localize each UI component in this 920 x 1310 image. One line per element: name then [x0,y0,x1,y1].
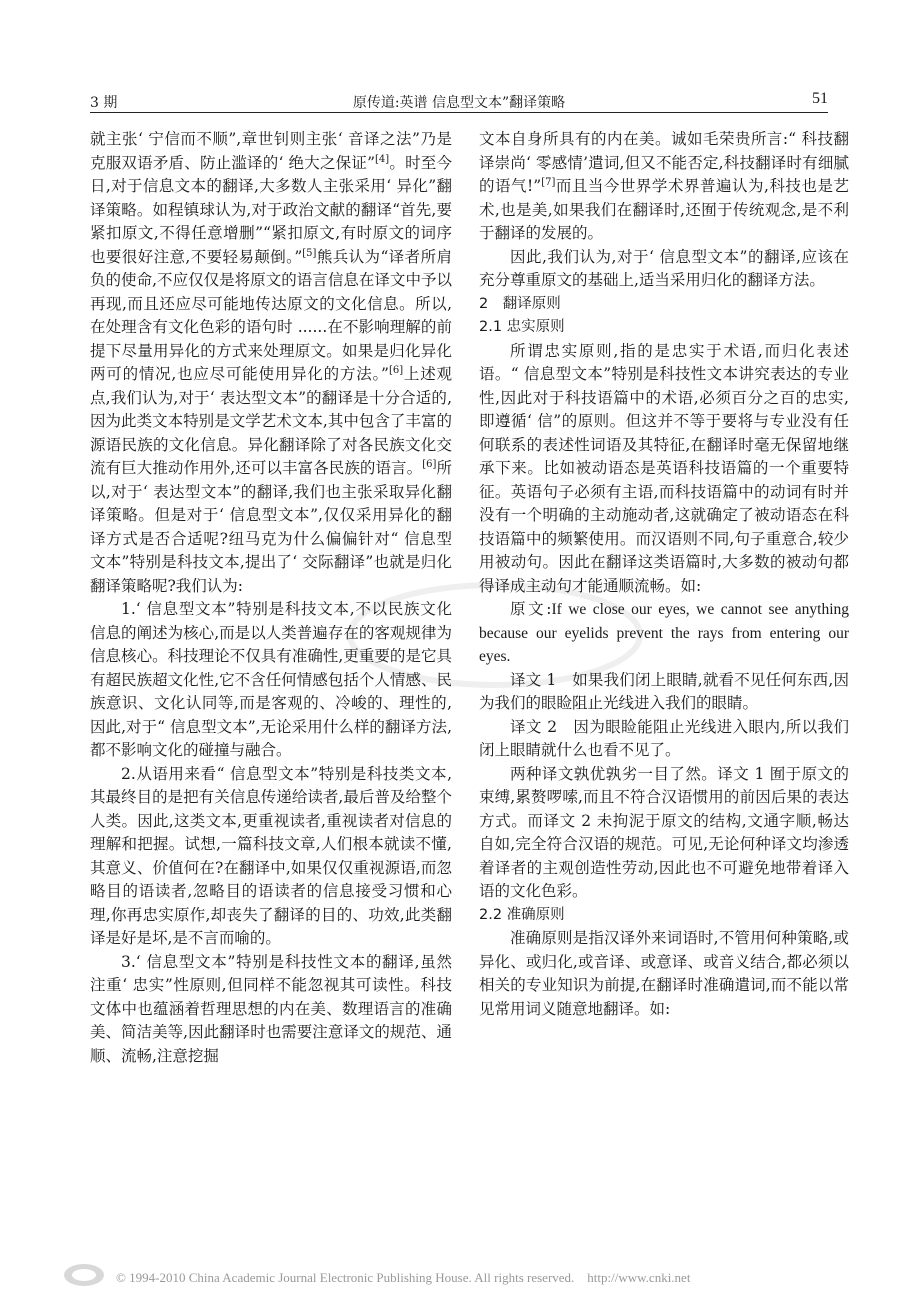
paragraph: 两种译文孰优孰劣一目了然。译文 1 囿于原文的束缚,累赘啰嗦,而且不符合汉语惯用的前因后果的表达方式。而译文 2 未拘泥于原文的结构,文通字顺,畅达自如,完全符合汉语的规范。可见,无论何种译文均渗透着译者的主观创造性劳动,因此也不可避免地带着译入语的文化色彩。 [479,764,849,900]
paragraph: 所谓忠实原则,指的是忠实于术语,而归化表述语。“ 信息型文本”特别是科技性文本讲究表达的专业性,因此对于科技语篇中的术语,必须百分之百的忠实,即遵循‘ 信”的原则。但这并不等于要将与专业没有任何联系的表述性词语及其特征,在翻译时毫无保留地继承下来。比如被动语态是英语科技语篇的一个重要特征。英语句子必须有主语,而科技语篇中的动词有时并没有一个明确的主动施动者,这就确定了被动语态在科技语篇中的频繁使用。而汉语则不同,句子重意合,较少用被动句。因此在翻译这类语篇时,大多数的被动句都得译成主动句才能通顺流畅。如: [479,341,849,595]
copyright-text: © 1994-2010 China Academic Journal Electronic Publishing House. All rights reserved. http://www.cnki.net [116,1270,691,1285]
citation[interactable]: [6] [388,364,404,376]
citation[interactable]: [6] [422,458,437,470]
example-original: 原文:If we close our eyes, we cannot see anything because our eyelids prevent the rays from entering our eyes. [479,600,849,665]
example-translation-2: 译文 2 因为眼睑能阻止光线进入眼内,所以我们闭上眼睛就什么也看不见了。 [479,717,849,759]
example-translation-1: 译文 1 如果我们闭上眼睛,就看不见任何东西,因为我们的眼睑阻止光线进入我们的眼睛。 [479,670,849,712]
paragraph: 1.‘ 信息型文本”特别是科技文本,不以民族文化信息的阐述为核心,而是以人类普遍存在的客观规律为信息核心。科技理论不仅具有准确性,更重要的是它具有超民族超文化性,它不含任何情感包括个人情感、民族意识、文化认同等,而是客观的、冷峻的、理性的,因此,对于“ 信息型文本”,无论采用什么样的翻译方法,都不影响文化的碰撞与融合。 [90,600,452,759]
footer [62,1262,832,1290]
right-column [479,128,849,1021]
subsection-heading: 2.2 准确原则 [479,906,565,923]
publisher-logo-icon [62,1262,106,1288]
paragraph: 因此,我们认为,对于‘ 信息型文本”的翻译,应该在充分尊重原文的基础上,适当采用归化的翻译方法。 [479,247,849,289]
running-title: 原传道:英谱 信息型文本”翻译策略 [352,95,566,111]
paragraph: 文本自身所具有的内在美。诚如毛荣贵所言:“ 科技翻译崇尚‘ 零感情’遣词,但又不能否定,科技翻译时有细腻的语气!”[7]而且当今世界学术界普遍认为,科技也是艺术,也是美,如果我们在翻译时,还囿于传统观念,是不利于翻译的发展的。 [479,130,849,242]
subsection-heading: 2.1 忠实原则 [479,319,565,335]
paragraph: 2.从语用来看“ 信息型文本”特别是科技类文本,其最终目的是把有关信息传递给读者,最后普及给整个人类。因此,这类文本,更重视读者,重视读者对信息的理解和把握。试想,一篇科技文章,人们根本就读不懂,其意义、价值何在?在翻译中,如果仅仅重视源语,而忽略目的语读者,忽略目的语读者的信息接受习惯和心理,你再忠实原作,却丧失了翻译的目的、功效,此类翻译是好是坏,是不言而喻的。 [90,764,452,947]
citation[interactable]: [4] [375,153,390,165]
paragraph: 3.‘ 信息型文本”特别是科技性文本的翻译,虽然注重‘ 忠实”性原则,但同样不能忽视其可读性。科技文体中也蕴涵着哲理思想的内在美、数理语言的准确美、简洁美等,因此翻译时也需要注意译文的规范、通顺、流畅,注意挖掘 [90,952,452,1065]
left-column [90,128,452,1068]
paragraph: 准确原则是指汉译外来词语时,不管用何种策略,或异化、或归化,或音译、或意译、或音义结合,都必须以相关的专业知识为前提,在翻译时准确遣词,而不能以常见常用词义随意地翻译。如: [479,929,849,1018]
running-header [90,90,828,113]
paragraph: 就主张‘ 宁信而不顺”,章世钊则主张‘ 音译之法”乃是克服双语矛盾、防止滥译的‘ 绝大之保证”[4]。时至今日,对于信息文本的翻译,大多数人主张采用‘ 异化”翻译策略。如程镇球认为,对于政治文献的翻译“首先,要紧扣原文,不得任意增删”“紧扣原文,有时原文的词序也要很好注意,不要轻易颠倒。”[5]熊兵认为“译者所肩负的使命,不应仅仅是将原文的语言信息在译文中予以再现,而且还应尽可能地传达原文的文化信息。所以,在处理含有文化色彩的语句时 ......在不影响理解的前提下尽量用异化的方式来处理原文。如果是归化异化两可的情况,也应尽可能使用异化的方法。”[6]上述观点,我们认为,对于‘ 表达型文本”的翻译是十分合适的,因为此类文本特别是文学艺术文本,其中包含了丰富的源语民族的文化信息。异化翻译除了对各民族文化交流有巨大推动作用外,还可以丰富各民族的语言。[6]所以,对于‘ 表达型文本”的翻译,我们也主张采取异化翻译策略。但是对于‘ 信息型文本”,仅仅采用异化的翻译方式是否合适呢?纽马克为什么偏偏针对“ 信息型文本”特别是科技文本,提出了‘ 交际翻译”也就是归化翻译策略呢?我们认为: [90,130,452,595]
section-heading: 2 翻译原则 [479,295,561,312]
citation[interactable]: [5] [302,247,317,259]
page-number: 51 [812,90,828,107]
citation[interactable]: [7] [541,176,556,188]
issue-number: 3 期 [90,95,118,111]
